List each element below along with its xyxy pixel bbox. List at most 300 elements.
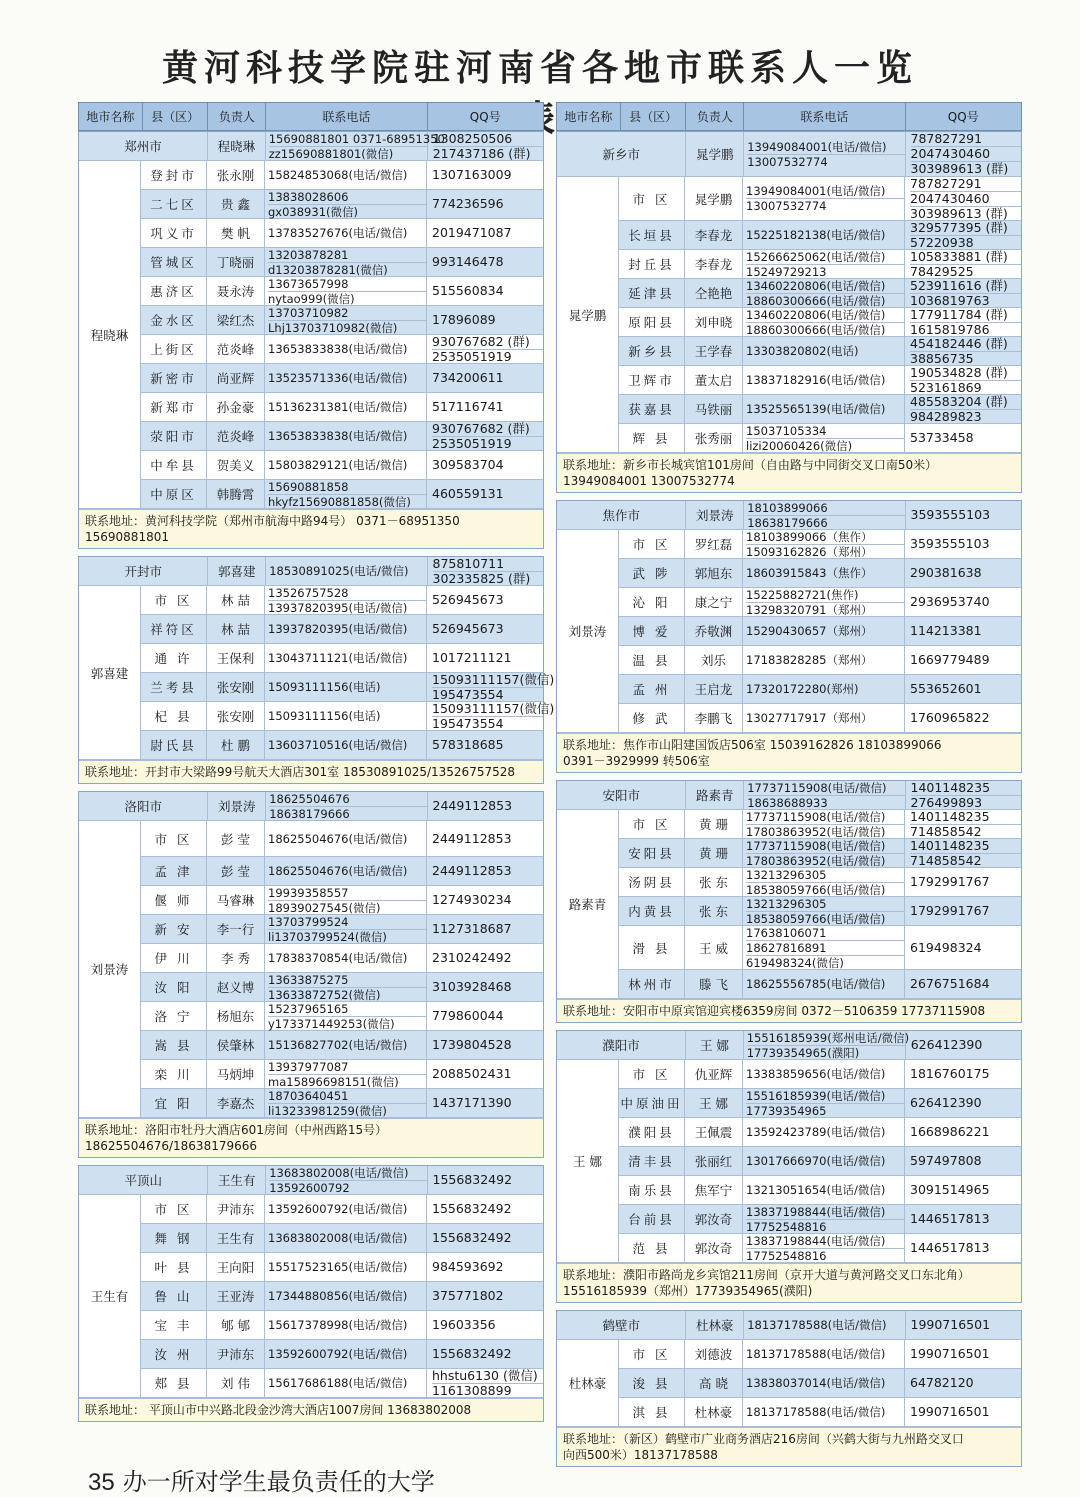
phone-line: 17737115908(电话/微信) — [746, 809, 886, 824]
county-name: 兰考县 — [141, 673, 207, 702]
qq-line: 190534828 (群) — [910, 364, 1008, 380]
county-name: 汝 阳 — [141, 973, 207, 1002]
county-name: 延津县 — [619, 279, 685, 308]
qq-line: 195473554 — [432, 687, 543, 702]
address-line: 联系地址：新乡市长城宾馆101房间（自由路与中同街交叉口南50米） — [563, 458, 938, 472]
county-row — [619, 221, 1021, 250]
city-name: 平顶山 — [79, 1166, 208, 1195]
city-row — [557, 1311, 1021, 1340]
phone-line: 18103899066 — [747, 500, 828, 515]
qq-line: 217437186 (群) — [433, 146, 543, 161]
phone-line: 15136231381(电话/微信) — [268, 400, 408, 414]
county-phone — [743, 970, 905, 999]
county-person: 樊 帆 — [207, 219, 265, 248]
column-header — [78, 102, 544, 131]
address-line: 联系地址：黄河科技学院（郑州市航海中路94号） 0371－68951350 15690881801 — [85, 514, 460, 544]
qq-line: 875810711 — [432, 555, 505, 571]
city-phone — [266, 131, 445, 161]
county-row — [141, 393, 543, 422]
phone-line: 15617378998(电话/微信) — [268, 1318, 408, 1332]
county-row — [619, 675, 1021, 704]
county-name: 安阳县 — [619, 839, 685, 868]
contact-address — [79, 760, 543, 783]
phone-line: 13592600792(电话/微信) — [268, 1202, 408, 1216]
county-row — [141, 1311, 543, 1340]
district-rows — [141, 585, 555, 760]
qq-line: 454182446 (群) — [910, 335, 1008, 351]
county-name: 封丘县 — [619, 250, 685, 279]
city-person: 路素青 — [686, 781, 744, 810]
qq-line: 787827291 — [910, 131, 983, 146]
county-person: 李鹏飞 — [685, 704, 743, 733]
city-phone — [744, 1311, 905, 1340]
county-qq — [427, 335, 543, 364]
county-qq — [427, 731, 543, 760]
county-qq — [427, 364, 543, 393]
contact-address — [557, 999, 1021, 1022]
phone-line: 15617686188(电话/微信) — [268, 1376, 408, 1390]
county-row — [141, 335, 543, 364]
city-section — [78, 1165, 544, 1422]
county-row — [619, 250, 1021, 279]
phone-line: 13592600792(电话/微信) — [268, 1347, 408, 1361]
qq-line: 1990716501 — [910, 1346, 990, 1361]
qq-line: 2535051919 — [432, 349, 543, 364]
county-name: 祥符区 — [141, 615, 207, 644]
county-person: 康之宁 — [685, 588, 743, 617]
qq-line: 626412390 — [910, 1037, 983, 1052]
qq-line: 1668986221 — [910, 1124, 990, 1139]
qq-line: 1556832492 — [432, 1230, 512, 1245]
county-row — [141, 857, 543, 886]
county-phone — [265, 1340, 427, 1369]
county-person: 王亚涛 — [207, 1282, 265, 1311]
qq-line: 526945673 — [432, 621, 504, 636]
city-phone — [266, 792, 427, 821]
city-row — [557, 501, 1021, 530]
qq-line: 779860044 — [432, 1008, 504, 1023]
county-person: 马睿琳 — [207, 886, 265, 915]
city-phone — [744, 1030, 910, 1060]
city-phone — [266, 557, 427, 586]
qq-line: 38856735 — [910, 351, 1021, 366]
county-name: 浚 县 — [619, 1369, 685, 1398]
qq-line: 2449112853 — [432, 863, 512, 878]
address-line: 0391－3929999 转506室 — [563, 754, 710, 768]
qq-line: 2047430460 — [911, 146, 1022, 161]
county-name: 市 区 — [619, 1340, 685, 1369]
county-name: 市 区 — [141, 1195, 207, 1224]
phone-line: li13233981259(微信) — [268, 1103, 426, 1118]
phone-line: 13303820802(电话) — [746, 344, 859, 358]
county-name: 台前县 — [619, 1205, 685, 1234]
phone-line: 15824853068(电话/微信) — [268, 168, 408, 182]
county-qq — [905, 1060, 1021, 1089]
qq-line: 930767682 (群) — [432, 333, 530, 349]
county-row — [619, 559, 1021, 588]
county-phone — [265, 1369, 427, 1398]
county-qq — [427, 219, 543, 248]
qq-line: 1990716501 — [910, 1404, 990, 1419]
county-person: 郭汝奇 — [685, 1234, 743, 1263]
county-phone — [743, 1205, 905, 1234]
qq-line: 2936953740 — [910, 594, 990, 609]
county-qq — [905, 337, 1021, 366]
county-row — [141, 480, 543, 509]
address-line: 向西500米）18137178588 — [563, 1448, 718, 1462]
phone-line: 619498324(微信) — [746, 955, 904, 970]
county-phone — [743, 1176, 905, 1205]
county-person: 郭旭东 — [685, 559, 743, 588]
phone-line: 13783527676(电话/微信) — [268, 226, 408, 240]
phone-line: 18627816891 — [746, 940, 904, 955]
county-name: 金水区 — [141, 306, 207, 335]
county-row — [619, 424, 1021, 453]
city-section — [556, 131, 1022, 493]
county-name: 中牟县 — [141, 451, 207, 480]
phone-line: 13937820395(电话/微信) — [268, 600, 426, 615]
county-phone — [743, 337, 905, 366]
header-cell: QQ号 — [469, 110, 501, 124]
county-row — [619, 366, 1021, 395]
phone-line: 13937820395(电话/微信) — [268, 622, 408, 636]
county-name: 新郑市 — [141, 393, 207, 422]
phone-line: 13683802008(电话/微信) — [269, 1165, 409, 1180]
county-name: 南乐县 — [619, 1176, 685, 1205]
qq-line: 553652601 — [910, 681, 982, 696]
county-name: 新 安 — [141, 915, 207, 944]
phone-line: 18530891025(电话/微信) — [269, 564, 409, 578]
county-row — [619, 1234, 1021, 1263]
county-row — [141, 1089, 543, 1118]
county-person: 贵 鑫 — [207, 190, 265, 219]
page-number: 35 — [88, 1469, 115, 1496]
county-name: 中原油田 — [619, 1089, 685, 1118]
phone-line: 17739354965(濮阳) — [747, 1045, 905, 1060]
county-phone — [265, 1031, 427, 1060]
county-name: 尉氏县 — [141, 731, 207, 760]
phone-line: 15225182138(电话/微信) — [746, 228, 886, 242]
county-row — [141, 1002, 543, 1031]
left-column — [78, 102, 555, 1429]
city-row — [79, 792, 543, 821]
city-section — [556, 780, 1022, 1023]
phone-line: 13838037014(电话/微信) — [746, 1376, 886, 1390]
county-phone — [265, 393, 427, 422]
county-name: 沁 阳 — [619, 588, 685, 617]
header-cell: 地市名称 — [79, 103, 143, 130]
county-qq — [905, 1340, 1021, 1369]
qq-line: 460559131 — [432, 486, 504, 501]
county-row — [619, 1060, 1021, 1089]
city-section — [556, 500, 1022, 773]
county-qq — [905, 926, 1021, 970]
county-person: 尚亚辉 — [207, 364, 265, 393]
county-person: 李一行 — [207, 915, 265, 944]
qq-line: 3103928468 — [432, 979, 512, 994]
qq-line: 19603356 — [432, 1317, 496, 1332]
county-name: 汤阴县 — [619, 868, 685, 897]
qq-line: 2310242492 — [432, 950, 512, 965]
county-qq — [905, 279, 1021, 308]
county-person: 刘乐 — [685, 646, 743, 675]
county-phone — [743, 530, 905, 559]
county-qq — [905, 366, 1021, 395]
phone-line: 18625504676(电话/微信) — [268, 831, 408, 846]
county-name: 市 区 — [619, 810, 685, 839]
qq-line: 302335825 (群) — [433, 571, 544, 586]
county-name: 上街区 — [141, 335, 207, 364]
county-row — [619, 395, 1021, 424]
county-name: 叶 县 — [141, 1253, 207, 1282]
county-row — [141, 364, 543, 393]
county-phone — [265, 886, 427, 915]
district-lead: 杜林豪 — [557, 1340, 619, 1427]
county-name: 偃 师 — [141, 886, 207, 915]
county-phone — [265, 1282, 427, 1311]
county-name: 原阳县 — [619, 308, 685, 337]
city-qq — [428, 132, 543, 161]
county-row — [619, 1205, 1021, 1234]
county-phone — [265, 1311, 427, 1340]
county-phone — [265, 161, 427, 190]
county-phone — [265, 1253, 427, 1282]
city-name: 洛阳市 — [79, 792, 208, 821]
phone-line: 13838028606 — [268, 189, 349, 204]
slogan: 办一所对学生最负责任的大学 — [122, 1468, 435, 1496]
county-row — [619, 839, 1021, 868]
qq-line: 2449112853 — [432, 798, 513, 813]
county-name: 栾 川 — [141, 1060, 207, 1089]
county-name: 汝 州 — [141, 1340, 207, 1369]
right-column — [556, 102, 1022, 1474]
phone-line: 17838370854(电话/微信) — [268, 951, 408, 965]
county-qq — [427, 1253, 543, 1282]
district-body — [79, 821, 543, 1118]
qq-line: 1816760175 — [910, 1066, 990, 1081]
district-body — [557, 1340, 1021, 1427]
county-person: 王生有 — [207, 1224, 265, 1253]
county-phone — [265, 1224, 427, 1253]
county-person: 林 喆 — [207, 586, 265, 615]
county-row — [619, 897, 1021, 926]
county-name: 市 区 — [141, 586, 207, 615]
qq-line: 1036819763 — [910, 293, 1021, 308]
county-phone — [265, 644, 427, 673]
county-person: 张永刚 — [207, 161, 265, 190]
phone-line: 18625504676(电话/微信) — [268, 864, 408, 878]
county-qq — [427, 422, 543, 451]
qq-line: 276499893 — [911, 795, 1022, 810]
city-qq — [428, 1166, 544, 1195]
qq-line: 578318685 — [432, 737, 504, 752]
county-qq — [905, 1369, 1021, 1398]
phone-line: 13837198844(电话/微信) — [746, 1204, 886, 1219]
qq-line: 78429525 — [910, 264, 1021, 279]
county-name: 惠济区 — [141, 277, 207, 306]
phone-line: 15249729213 — [746, 264, 904, 279]
phone-line: 17803863952(电话/微信) — [746, 853, 904, 868]
phone-line: 15266625062(电话/微信) — [746, 249, 886, 264]
county-phone — [265, 219, 427, 248]
city-name: 新乡市 — [557, 132, 686, 177]
county-person: 滕 飞 — [685, 970, 743, 999]
county-phone — [743, 704, 905, 733]
phone-line: lizi20060426(微信) — [746, 438, 904, 453]
phone-line: 13526757528 — [268, 585, 349, 600]
district-lead: 刘景涛 — [557, 530, 619, 733]
county-qq — [427, 190, 543, 219]
phone-line: 13937977087 — [268, 1059, 349, 1074]
phone-line: 17320172280(郑州) — [746, 682, 859, 696]
qq-line: 2449112853 — [432, 830, 512, 846]
city-phone — [744, 132, 905, 177]
county-person: 仝艳艳 — [685, 279, 743, 308]
phone-line: 18538059766(电话/微信) — [746, 911, 904, 926]
county-person: 董太启 — [685, 366, 743, 395]
header-cell: 负责人 — [686, 103, 744, 130]
address-line: 联系地址：濮阳市路尚龙乡宾馆211房间（京开大道与黄河路交叉口东北角） — [563, 1268, 970, 1282]
county-person: 马炳坤 — [207, 1060, 265, 1089]
county-person: 刘德波 — [685, 1340, 743, 1369]
county-person: 晁学鹏 — [685, 177, 743, 221]
county-row — [141, 1369, 543, 1398]
county-phone — [265, 586, 427, 615]
county-person: 罗红磊 — [685, 530, 743, 559]
qq-line: 3091514965 — [910, 1182, 990, 1197]
qq-line: 15093111157(微信) — [432, 671, 555, 687]
county-phone — [265, 702, 427, 731]
county-name: 长垣县 — [619, 221, 685, 250]
qq-line: 57220938 — [910, 235, 1021, 250]
county-qq — [905, 1089, 1021, 1118]
qq-line: 114213381 — [910, 623, 982, 638]
city-section — [78, 791, 544, 1158]
header-cell: 负责人 — [208, 103, 266, 130]
county-name: 宝 丰 — [141, 1311, 207, 1340]
city-qq — [906, 132, 1022, 177]
phone-line: 18860300666(电话/微信) — [746, 322, 904, 337]
phone-line: 13633875275 — [268, 972, 349, 987]
county-person: 丁晓丽 — [207, 248, 265, 277]
qq-line: 1127318687 — [432, 921, 512, 936]
phone-line: 18638179666 — [269, 806, 426, 821]
qq-line: 2088502431 — [432, 1066, 512, 1081]
county-row — [141, 731, 543, 760]
phone-line: 13525565139(电话/微信) — [746, 402, 886, 416]
phone-line: ma15896698151(微信) — [268, 1074, 426, 1089]
city-person: 晁学鹏 — [686, 132, 744, 177]
county-name: 市 区 — [619, 177, 685, 221]
county-qq — [427, 615, 543, 644]
county-person: 王启龙 — [685, 675, 743, 704]
qq-line: 930767682 (群) — [432, 420, 530, 436]
county-phone — [265, 306, 427, 335]
county-name: 洛 宁 — [141, 1002, 207, 1031]
district-body — [79, 585, 555, 760]
city-qq — [906, 1031, 1021, 1060]
county-person: 杨旭东 — [207, 1002, 265, 1031]
qq-line: 626412390 — [910, 1095, 982, 1110]
county-phone — [743, 617, 905, 646]
district-lead: 王生有 — [79, 1195, 141, 1398]
qq-line: 3593555103 — [910, 507, 991, 522]
phone-line: 18538059766(电话/微信) — [746, 882, 904, 897]
county-row — [141, 1340, 543, 1369]
county-person: 杜 鹏 — [207, 731, 265, 760]
phone-line: 13007532774 — [747, 154, 904, 169]
county-phone — [743, 868, 905, 897]
phone-line: 18103899066（焦作） — [746, 529, 873, 544]
phone-line: 18939027545(微信) — [268, 900, 426, 915]
district-rows — [619, 810, 1021, 999]
qq-line: 619498324 — [910, 939, 982, 955]
qq-line: 734200611 — [432, 370, 504, 385]
county-name: 伊 川 — [141, 944, 207, 973]
county-phone — [265, 673, 427, 702]
county-phone — [743, 926, 905, 970]
county-phone — [743, 810, 905, 839]
qq-line: 515560834 — [432, 283, 504, 298]
county-phone — [265, 1195, 427, 1224]
county-person: 张秀丽 — [685, 424, 743, 453]
qq-line: hhstu6130 (微信) — [432, 1367, 538, 1383]
county-person: 梁红杰 — [207, 306, 265, 335]
qq-line: 1017211121 — [432, 650, 512, 665]
qq-line: 177911784 (群) — [910, 306, 1008, 322]
county-person: 彭 莹 — [207, 821, 265, 857]
county-name: 巩义市 — [141, 219, 207, 248]
county-phone — [265, 1002, 427, 1031]
district-rows — [619, 177, 1021, 453]
address-line: 联系地址： 平顶山市中兴路北段金沙湾大酒店1007房间 13683802008 — [85, 1403, 472, 1417]
county-person: 王 娜 — [685, 1089, 743, 1118]
county-person: 范炎峰 — [207, 422, 265, 451]
phone-line: 13017666970(电话/微信) — [746, 1154, 886, 1168]
county-name: 荥阳市 — [141, 422, 207, 451]
county-phone — [265, 1060, 427, 1089]
county-row — [619, 1340, 1021, 1369]
county-row — [619, 810, 1021, 839]
phone-line: 13203878281 — [268, 247, 349, 262]
qq-line: 774236596 — [432, 196, 504, 211]
county-qq — [427, 1282, 543, 1311]
county-row — [141, 277, 543, 306]
phone-line: 13523571336(电话/微信) — [268, 371, 408, 385]
county-person: 张安刚 — [207, 702, 265, 731]
county-qq — [905, 1118, 1021, 1147]
county-phone — [743, 424, 905, 453]
county-row — [141, 1195, 543, 1224]
qq-line: 195473554 — [432, 716, 543, 731]
qq-line: 1308250506 — [432, 130, 513, 146]
phone-line: 15690881801 0371-68951350 — [268, 131, 445, 146]
district-lead: 郭喜建 — [79, 586, 141, 760]
county-name: 嵩 县 — [141, 1031, 207, 1060]
county-phone — [265, 248, 427, 277]
county-qq — [905, 1398, 1021, 1427]
phone-line: 17344880856(电话/微信) — [268, 1289, 408, 1303]
county-row — [619, 926, 1021, 970]
county-row — [619, 646, 1021, 675]
county-qq — [427, 644, 543, 673]
county-person: 侯肇林 — [207, 1031, 265, 1060]
phone-line: 13673657998 — [268, 276, 349, 291]
county-qq — [905, 221, 1021, 250]
county-phone — [265, 973, 427, 1002]
city-phone — [744, 501, 905, 530]
district-body — [557, 177, 1021, 453]
